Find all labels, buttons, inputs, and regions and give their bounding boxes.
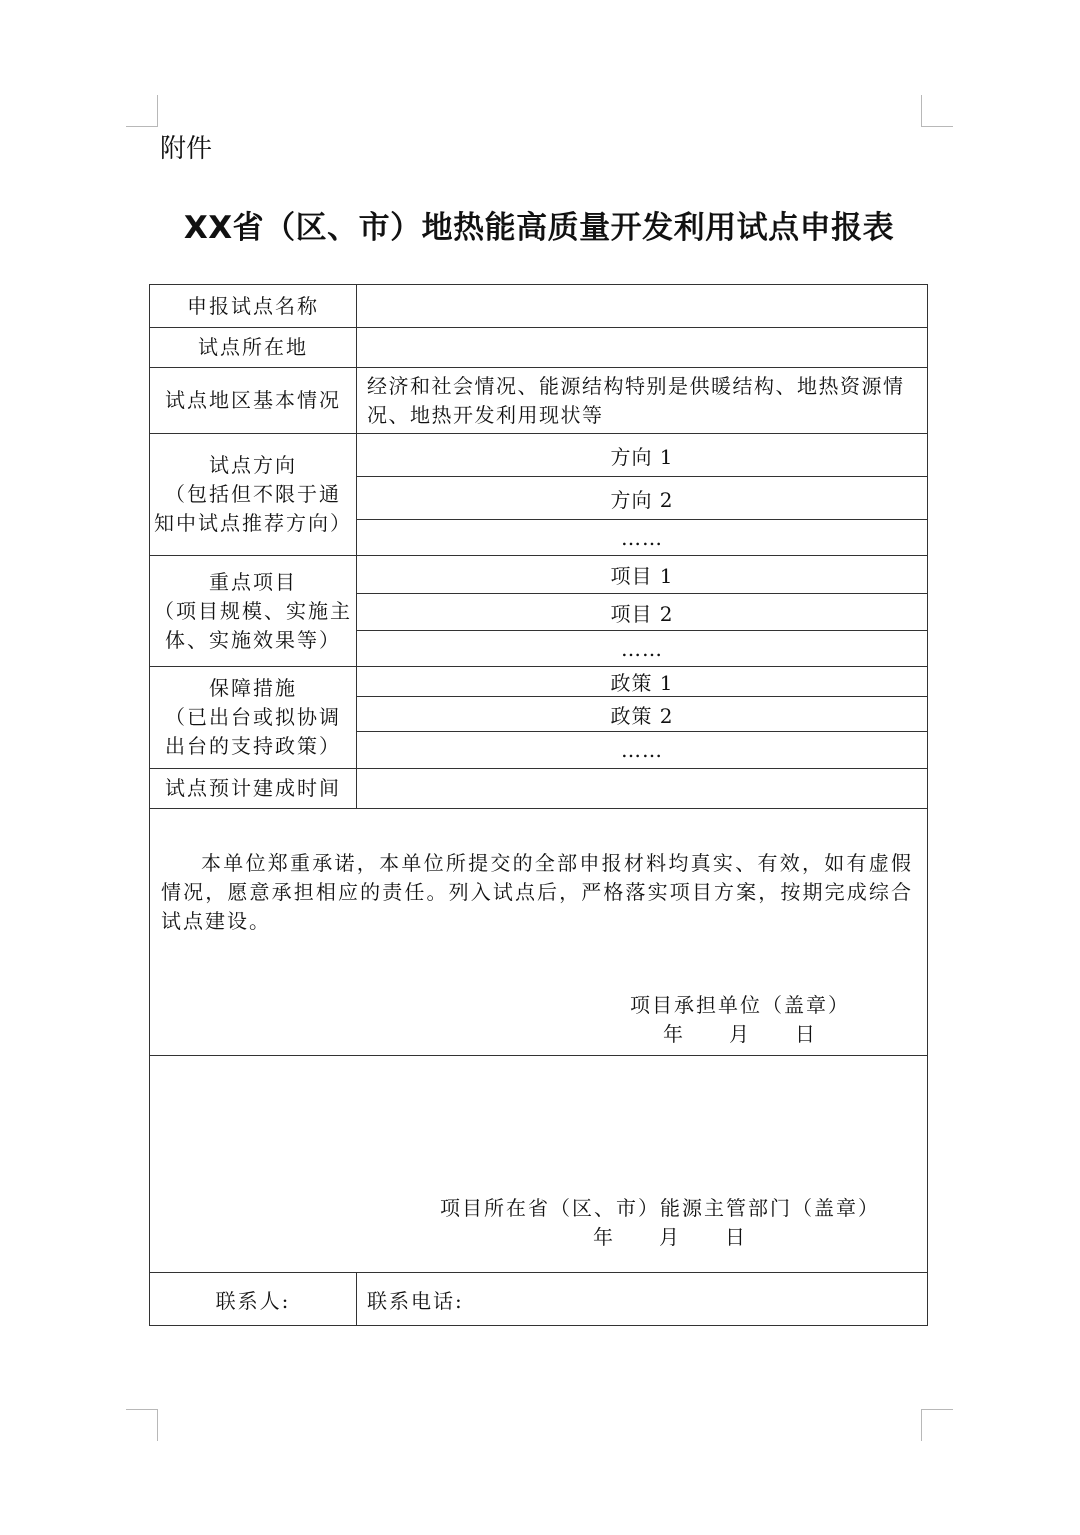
crop-mark-top-left-v bbox=[157, 95, 158, 127]
row-completion-time bbox=[150, 769, 928, 809]
dept-signature-label: 项目所在省（区、市）能源主管部门（盖章） bbox=[440, 1196, 880, 1220]
direction-more-cell[interactable]: …… bbox=[357, 520, 928, 556]
pilot-name-field[interactable] bbox=[357, 285, 928, 328]
dept-date-label: 年 月 日 bbox=[593, 1225, 747, 1249]
row-dept-approval bbox=[150, 1056, 928, 1273]
measures-label-line2: （已出台或拟协调 bbox=[165, 705, 341, 729]
region-basics-label: 试点地区基本情况 bbox=[150, 368, 357, 434]
pilot-location-field[interactable] bbox=[357, 328, 928, 368]
direction-label-line2: （包括但不限于通 bbox=[165, 482, 341, 506]
projects-label-line2: （项目规模、实施主 bbox=[154, 598, 352, 623]
project-more-cell[interactable]: …… bbox=[357, 631, 928, 667]
policy-more-cell[interactable]: …… bbox=[357, 732, 928, 769]
document-title: XX省（区、市）地热能高质量开发利用试点申报表 bbox=[183, 210, 895, 246]
projects-label bbox=[150, 556, 357, 667]
crop-mark-top-right-v bbox=[921, 95, 922, 127]
row-contact bbox=[150, 1273, 928, 1326]
crop-mark-bottom-left-v bbox=[157, 1409, 158, 1441]
policy-2-cell[interactable]: 政策 2 bbox=[357, 697, 928, 732]
direction-2-cell[interactable]: 方向 2 bbox=[357, 477, 928, 520]
pledge-cell bbox=[150, 809, 928, 1056]
row-policy-1 bbox=[150, 667, 928, 697]
unit-date-label: 年 月 日 bbox=[663, 1022, 817, 1046]
projects-label-line3: 体、实施效果等） bbox=[165, 627, 341, 652]
row-region-basics bbox=[150, 368, 928, 434]
crop-mark-bottom-left-h bbox=[126, 1409, 158, 1410]
row-pilot-name bbox=[150, 285, 928, 328]
projects-label-line1: 重点项目 bbox=[209, 569, 297, 594]
row-pilot-location bbox=[150, 328, 928, 368]
completion-time-label: 试点预计建成时间 bbox=[150, 769, 357, 809]
project-1-cell[interactable]: 项目 1 bbox=[357, 556, 928, 594]
policy-1-cell[interactable]: 政策 1 bbox=[357, 667, 928, 697]
pilot-name-label: 申报试点名称 bbox=[150, 285, 357, 328]
row-project-1 bbox=[150, 556, 928, 594]
attachment-label: 附件 bbox=[160, 134, 213, 164]
crop-mark-top-left-h bbox=[126, 126, 158, 127]
crop-mark-bottom-right-h bbox=[921, 1409, 953, 1410]
crop-mark-bottom-right-v bbox=[921, 1409, 922, 1441]
measures-label bbox=[150, 667, 357, 769]
project-2-cell[interactable]: 项目 2 bbox=[357, 594, 928, 631]
row-direction-1 bbox=[150, 434, 928, 477]
unit-signature-label: 项目承担单位（盖章） bbox=[630, 993, 850, 1017]
direction-label-line1: 试点方向 bbox=[209, 453, 297, 477]
direction-1-cell[interactable]: 方向 1 bbox=[357, 434, 928, 477]
direction-label-line3: 知中试点推荐方向） bbox=[154, 511, 352, 535]
completion-time-field[interactable] bbox=[357, 769, 928, 809]
row-pledge bbox=[150, 809, 928, 1056]
contact-phone-label[interactable]: 联系电话: bbox=[357, 1273, 928, 1326]
pilot-location-label: 试点所在地 bbox=[150, 328, 357, 368]
application-form-table bbox=[149, 284, 928, 1326]
direction-label bbox=[150, 434, 357, 556]
region-basics-description[interactable]: 经济和社会情况、能源结构特别是供暖结构、地热资源情况、地热开发利用现状等 bbox=[357, 368, 928, 434]
dept-approval-cell bbox=[150, 1056, 928, 1273]
pledge-text: 本单位郑重承诺，本单位所提交的全部申报材料均真实、有效，如有虚假情况，愿意承担相应的责任。列入试点后，严格落实项目方案，按期完成综合试点建设。 bbox=[161, 851, 913, 933]
measures-label-line1: 保障措施 bbox=[209, 676, 297, 700]
measures-label-line3: 出台的支持政策） bbox=[165, 734, 341, 758]
crop-mark-top-right-h bbox=[921, 126, 953, 127]
contact-person-label[interactable]: 联系人: bbox=[150, 1273, 357, 1326]
